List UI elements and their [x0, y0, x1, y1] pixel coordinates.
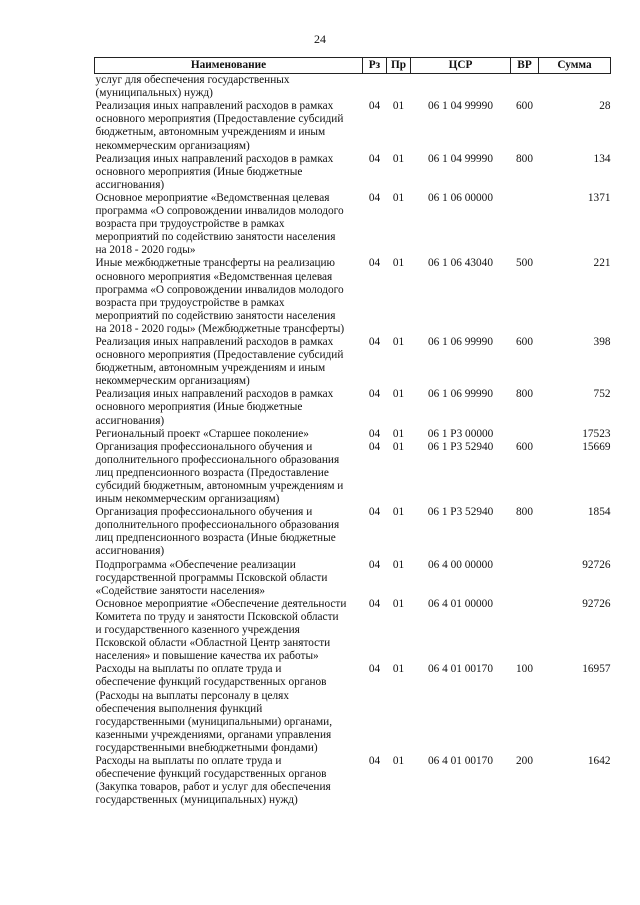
cell-rz: 04 — [368, 754, 381, 767]
cell-csr — [411, 74, 511, 101]
cell-vr: 800 — [516, 152, 533, 165]
cell-vr: 600 — [516, 440, 533, 453]
cell-sum: 1642 — [587, 754, 611, 767]
cell-sum: 1854 — [587, 506, 611, 519]
cell-rz: 04 — [368, 506, 381, 519]
cell-vr: 800 — [516, 506, 533, 519]
cell-vr — [511, 74, 539, 101]
cell-sum: 92726 — [582, 597, 611, 610]
cell-pr: 01 — [392, 506, 405, 519]
cell-sum: 16957 — [582, 663, 611, 676]
cell-csr: 06 1 06 00000 — [428, 191, 493, 204]
cell-pr: 01 — [392, 597, 405, 610]
cell-name: Реализация иных направлений расходов в рамках основного мероприятия (Предоставление субсидий бюджетным, автономным учреждениям и иным некоммерческим организациям) — [95, 335, 344, 388]
cell-rz: 04 — [368, 597, 381, 610]
column-header-name: Наименование — [95, 58, 363, 74]
cell-name: Организация профессионального обучения и дополнительного профессионального образования лиц предпенсионного возраста (Предоставление субсидий бюджетным, автономным учреждениям и иным некоммерческим организациям) — [95, 440, 344, 506]
cell-csr: 06 1 P3 52940 — [427, 506, 494, 519]
cell-name: Организация профессионального обучения и дополнительного профессионального образования лиц предпенсионного возраста (Иные бюджетные ассигнования) — [95, 506, 340, 558]
cell-name: Реализация иных направлений расходов в рамках основного мероприятия (Предоставление субсидий бюджетным, автономным учреждениям и иным некоммерческим организациям) — [95, 100, 344, 152]
table-row — [95, 153, 611, 192]
cell-pr: 01 — [392, 754, 405, 767]
cell-vr: 600 — [516, 335, 533, 348]
cell-pr: 01 — [392, 440, 405, 453]
cell-sum: 15669 — [582, 440, 611, 453]
cell-csr: 06 4 01 00000 — [428, 597, 493, 610]
cell-vr — [511, 428, 539, 441]
column-header-rz: Рз — [363, 58, 387, 74]
cell-rz: 04 — [368, 663, 381, 676]
cell-name: Расходы на выплаты по оплате труда и обеспечение функций государственных органов (Закупка товаров, работ и услуг для обеспечения государственных (муниципальных) нужд) — [95, 754, 331, 807]
cell-sum — [539, 74, 611, 101]
cell-csr: 06 1 P3 52940 — [427, 440, 494, 453]
cell-name: Основное мероприятие «Ведомственная целевая программа «О сопровождении инвалидов молодого возраста при трудоустройстве в рамках мероприятий по содействию занятости населения на 2018 - 2020 годы» — [95, 191, 344, 257]
cell-pr: 01 — [392, 558, 405, 571]
cell-rz: 04 — [368, 257, 381, 270]
cell-rz: 04 — [368, 440, 381, 453]
table-header-row — [95, 58, 611, 74]
column-header-pr: Пр — [387, 58, 411, 74]
table-row — [95, 755, 611, 807]
cell-name: Подпрограмма «Обеспечение реализации государственной программы Псковской области «Содействие занятости населения» — [95, 558, 328, 597]
cell-rz: 04 — [368, 191, 381, 204]
cell-csr: 06 1 06 99990 — [428, 335, 493, 348]
table-row — [95, 441, 611, 506]
table-row — [95, 428, 611, 441]
table-row — [95, 257, 611, 336]
cell-name: Расходы на выплаты по оплате труда и обеспечение функций государственных органов (Расходы на выплаты персоналу в целях обеспечения выполнения функций государственными (муниципальными) органами, казенными учреждениями, органами управления государственными внебюджетными фондами) — [95, 663, 333, 754]
cell-name: услуг для обеспечения государственных (муниципальных) нужд) — [95, 74, 290, 100]
cell-vr: 200 — [516, 754, 533, 767]
cell-rz: 04 — [368, 388, 381, 401]
cell-vr: 800 — [516, 388, 533, 401]
table-row — [95, 336, 611, 388]
column-header-vr: ВР — [511, 58, 539, 74]
cell-vr — [511, 598, 539, 663]
table-body — [95, 74, 611, 808]
table-row — [95, 192, 611, 257]
cell-sum: 752 — [593, 388, 611, 401]
table-row — [95, 506, 611, 558]
cell-rz: 04 — [368, 427, 381, 440]
cell-vr: 600 — [516, 100, 533, 113]
cell-rz: 04 — [368, 558, 381, 571]
cell-vr: 500 — [516, 257, 533, 270]
cell-pr: 01 — [392, 427, 405, 440]
cell-vr: 100 — [516, 663, 533, 676]
cell-csr: 06 1 04 99990 — [428, 152, 493, 165]
cell-sum: 92726 — [582, 558, 611, 571]
cell-pr — [387, 74, 411, 101]
cell-rz: 04 — [368, 152, 381, 165]
cell-csr: 06 1 P3 00000 — [427, 427, 494, 440]
cell-vr — [511, 192, 539, 257]
budget-table — [94, 57, 611, 807]
cell-csr: 06 1 06 43040 — [428, 257, 493, 270]
cell-csr: 06 1 06 99990 — [428, 388, 493, 401]
cell-name: Региональный проект «Старшее поколение» — [95, 427, 309, 440]
cell-csr: 06 4 01 00170 — [428, 754, 493, 767]
cell-pr: 01 — [392, 257, 405, 270]
cell-pr: 01 — [392, 335, 405, 348]
table-row — [95, 559, 611, 598]
cell-rz: 04 — [368, 335, 381, 348]
cell-sum: 221 — [593, 257, 611, 270]
table-row — [95, 598, 611, 663]
cell-sum: 28 — [599, 100, 611, 113]
cell-pr: 01 — [392, 191, 405, 204]
cell-sum: 398 — [593, 335, 611, 348]
cell-name: Реализация иных направлений расходов в рамках основного мероприятия (Иные бюджетные ассигнования) — [95, 152, 334, 191]
cell-pr: 01 — [392, 388, 405, 401]
column-header-csr: ЦСР — [411, 58, 511, 74]
table-row — [95, 74, 611, 101]
page-number: 24 — [314, 32, 326, 46]
cell-sum: 134 — [593, 152, 611, 165]
cell-pr: 01 — [392, 152, 405, 165]
cell-csr: 06 4 00 00000 — [428, 558, 493, 571]
cell-sum: 1371 — [587, 191, 611, 204]
cell-csr: 06 1 04 99990 — [428, 100, 493, 113]
cell-pr: 01 — [392, 100, 405, 113]
cell-rz: 04 — [368, 100, 381, 113]
cell-vr — [511, 559, 539, 598]
column-header-sum: Сумма — [539, 58, 611, 74]
cell-csr: 06 4 01 00170 — [428, 663, 493, 676]
table-row — [95, 388, 611, 427]
cell-name: Реализация иных направлений расходов в рамках основного мероприятия (Иные бюджетные ассигнования) — [95, 388, 334, 427]
cell-name: Основное мероприятие «Обеспечение деятельности Комитета по труду и занятости Псковской области и государственного казенного учреждения Псковской области «Областной Центр занятости населения» и повышение качества их работы» — [95, 597, 347, 663]
cell-sum: 17523 — [582, 427, 611, 440]
cell-pr: 01 — [392, 663, 405, 676]
table-row — [95, 100, 611, 152]
cell-rz — [363, 74, 387, 101]
cell-name: Иные межбюджетные трансферты на реализацию основного мероприятия «Ведомственная целевая программа «О сопровождении инвалидов молодого возраста при трудоустройстве в рамках мероприятий по содействию занятости населения на 2018 - 2020 годы» (Межбюджетные трансферты) — [95, 257, 345, 335]
table-row — [95, 663, 611, 755]
